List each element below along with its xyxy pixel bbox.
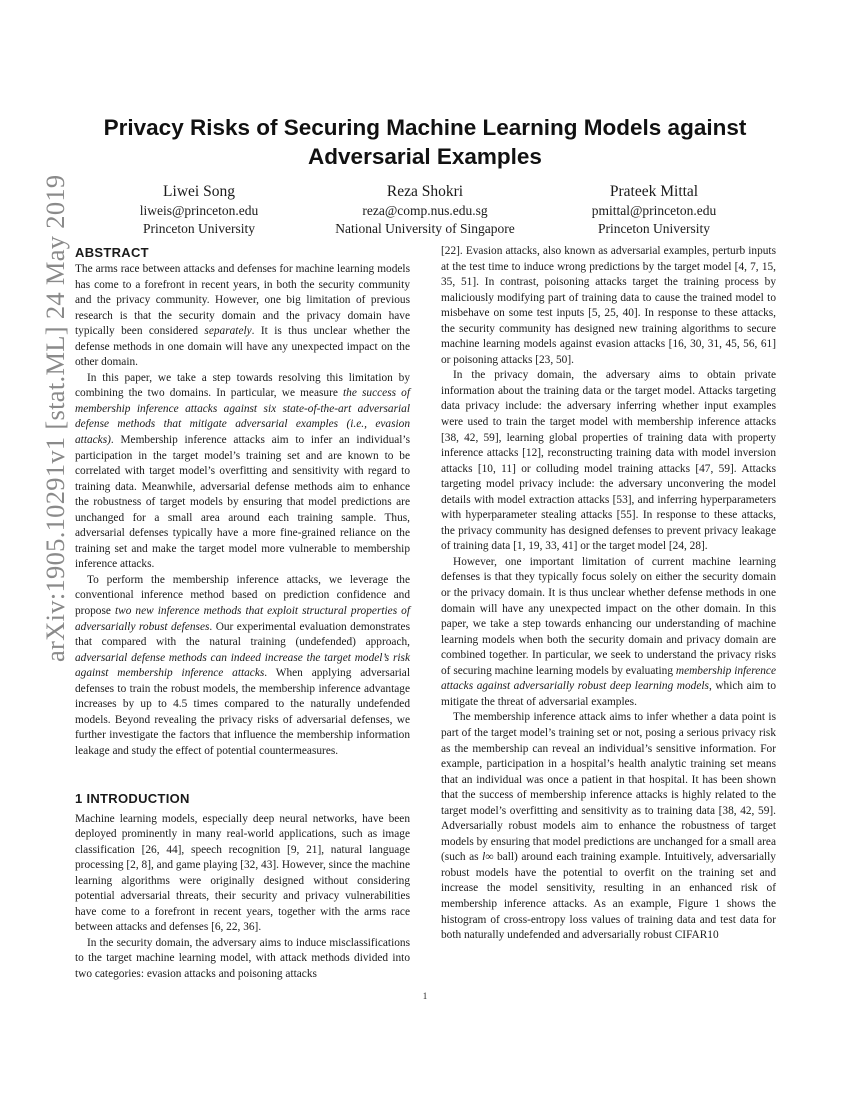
author-email: liweis@princeton.edu — [139, 203, 259, 218]
author-name: Prateek Mittal — [609, 183, 699, 200]
author-block-3 — [534, 182, 774, 237]
introduction-heading: 1 INTRODUCTION — [75, 790, 190, 806]
author-email: reza@comp.nus.edu.sg — [362, 203, 488, 218]
author-email: pmittal@princeton.edu — [591, 203, 717, 218]
left-column — [75, 244, 410, 983]
author-affiliation: Princeton University — [597, 220, 711, 236]
arxiv-stamp: arXiv:1905.10291v1 [stat.ML] 24 May 2019 — [40, 174, 70, 662]
right-paragraph-3: The membership inference attack aims to infer whether a data point is part of the target model’s training set or not, posing a serious privacy risk as the membership can reveal an individual’s sensitive information. For example, participation in a hospital’s health analytic training set means that an individual was once a patient in that hospital. It has been shown that the success of membership inference attacks is highly related to the target model’s overfitting and sensitivity as to training data [38, 42, 59]. Adversarially robust models aim to enhance the robustness of target models by ensuring that model predictions are unchanged for a small area (such as l∞ ball) around each training example. Intuitively, adversarially robust models have the potential to overfit on the training set and increase the model sensitivity, resulting in an enhanced risk of membership inference attacks. As an example, Figure 1 shows the histogram of cross-entropy loss values of training data and test data for both naturally undefended and adversarially robust CIFAR10 — [441, 711, 776, 942]
right-column — [441, 244, 776, 944]
author-name: Reza Shokri — [386, 183, 464, 200]
abstract-paragraph-2: In this paper, we take a step towards resolving this limitation by combining the two domains. In particular, we measure the success of membership inference attacks against six state-of-the-art adversarial defense methods that mitigate adversarial examples (i.e., evasion attacks). Membership inference attacks aim to infer an individual’s participation in the target model’s training set and are known to be correlated with target model’s overfitting and sensitivity with regard to training data. Meanwhile, adversarial defense methods aim to enhance the robustness of target models by ensuring that model predictions are unchanged for a small area around each training sample. Thus, adversarial defenses typically have a more fine-grained reliance on the training set and make the target model more vulnerable to membership inference attacks. — [75, 371, 410, 571]
intro-paragraph-1: Machine learning models, especially deep neural networks, have been deployed prominently in many real-world applications, such as image classification [26, 44], speech recognition [9, 21], natural language processing [2, 8], and game playing [32, 43]. However, since the machine learning algorithms were originally designed without considering potential adversarial threats, their security and privacy vulnerabilities have come to a forefront in recent years, together with the arms race between attacks and defenses [6, 22, 36]. — [75, 812, 410, 934]
author-name: Liwei Song — [163, 183, 235, 200]
page-number: 1 — [422, 991, 428, 1001]
intro-paragraph-2: In the security domain, the adversary aims to induce misclassifications to the target machine learning model, with attack methods divided into two categories: evasion attacks and poisoning attacks — [75, 936, 410, 980]
abstract-heading: ABSTRACT — [75, 245, 149, 260]
math-l-infinity: l∞ — [482, 851, 494, 864]
author-block-2 — [305, 182, 545, 237]
title-line-1: Privacy Risks of Securing Machine Learning Models against — [103, 115, 747, 140]
author-affiliation: National University of Singapore — [335, 220, 515, 236]
paper-title — [60, 113, 790, 171]
right-paragraph-2: However, one important limitation of current machine learning defenses is that they typically focus solely on either the security domain or the privacy domain. It is thus unclear whether defense methods in one domain will have any unexpected impact on the other domain. In this paper, we take a step towards enhancing our understanding of machine learning models when both the security domain and privacy domain are combined together. In particular, we seek to understand the privacy risks of securing machine learning models by evaluating membership inference attacks against adversarially robust deep learning models, which aim to mitigate the threat of adversarial examples. — [441, 555, 776, 708]
author-affiliation: Princeton University — [142, 220, 256, 236]
abstract-paragraph-3: To perform the membership inference attacks, we leverage the conventional inference method based on prediction confidence and propose two new inference methods that exploit structural properties of adversarially robust defenses. Our experimental evaluation demonstrates that compared with the natural training (undefended) approach, adversarial defense methods can indeed increase the target model’s risk against membership inference attacks. When applying adversarial defenses to train the robust models, the membership inference advantage increases by up to 4.5 times compared to the naturally undefended models. Beyond revealing the privacy risks of adversarial defenses, we further investigate the factors that influence the membership information leakage and study the effect of potential countermeasures. — [75, 573, 410, 757]
author-block-1 — [79, 182, 319, 237]
abstract-paragraph-1: The arms race between attacks and defenses for machine learning models has come to a forefront in recent years, in both the security community and the privacy community. However, one big limitation of previous research is that the security domain and the privacy domain have typically been considered separately. It is thus unclear whether the defense methods in one domain will have any unexpected impact on the other domain. — [75, 263, 411, 369]
right-paragraph-1: In the privacy domain, the adversary aims to obtain private information about the training data or the target model. Attacks targeting data privacy include: the adversary inferring whether input examples were used to train the target model with membership inference attacks [38, 42, 59], learning global properties of training data with property inference attacks [12], reconstructing training data with model inversion attacks [10, 11] or colluding model training attacks [47, 59]. Attacks targeting model privacy include: the adversary unconvering the model details with model extraction attacks [53], and inferring hyperparameters with hyperparameter stealing attacks [55]. In response to these attacks, the privacy community has designed defenses to prevent privacy leakage of training data [1, 19, 33, 41] or the target model [24, 28]. — [441, 369, 776, 553]
title-line-2: Adversarial Examples — [308, 144, 542, 169]
right-paragraph-0: [22]. Evasion attacks, also known as adversarial examples, perturb inputs at the test time to induce wrong predictions by the target model [4, 7, 15, 35, 51]. In contrast, poisoning attacks target the training process by maliciously modifying part of training data to cause the trained model to misbehave on some test inputs [5, 25, 40]. In response to these attacks, the security community has designed new training algorithms to secure machine learning models against evasion attacks [16, 30, 31, 45, 56, 61] or poisoning attacks [23, 50]. — [441, 245, 776, 366]
